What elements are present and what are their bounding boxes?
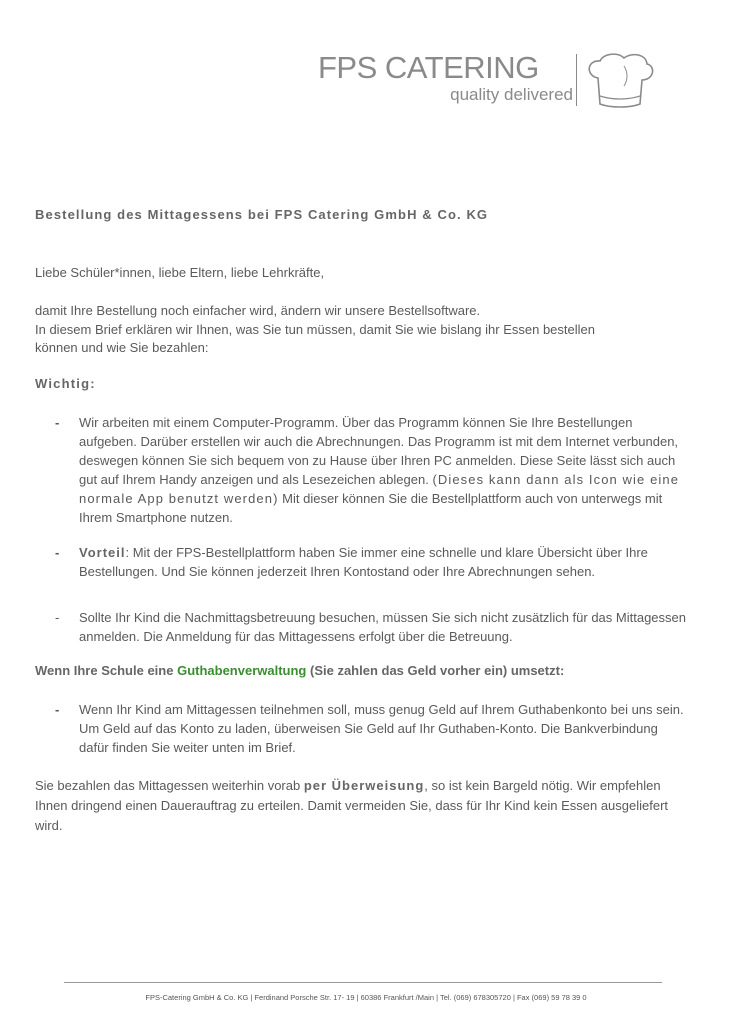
bullet-1-tail: Mit dieser können Sie die Bestellplattform auch von unterwegs mit Ihrem Smartphone nutzen. <box>79 491 663 525</box>
list-item-text <box>79 543 689 581</box>
bullet-1-text: Wir arbeiten mit einem Computer-Programm. Über das Programm können Sie Ihre Bestellungen aufgeben. Darüber erstellen wir auch die Abrechnungen. Das Programm ist mit dem Internet verbunden, deswegen können Sie sich bequem von zu Hause über Ihren PC anmelden. Diese Seite lässt sich auch gut auf Ihrem Handy anzeigen und als Lesezeichen ablegen. <box>79 415 679 487</box>
footer-contact: FPS-Catering GmbH & Co. KG | Ferdinand Porsche Str. 17- 19 | 60386 Frankfurt /Main | Tel. (069) 678305720 | Fax (069) 59 78 39 0 <box>145 993 587 1002</box>
bullet-dash: - <box>55 415 60 430</box>
bullet-2-text: : Mit der FPS-Bestellplattform haben Sie immer eine schnelle und klare Übersicht über Ihre Bestellungen. Und Sie können jederzeit Ihren Kontostand oder Ihre Abrechnungen sehen. <box>79 545 648 579</box>
credit-heading-part-1: Wenn Ihre Schule eine <box>35 663 178 678</box>
bullet-dash: - <box>55 702 60 717</box>
intro-line-2: In diesem Brief erklären wir Ihnen, was Sie tun müssen, damit Sie wie bislang ihr Essen bestellen <box>35 321 595 337</box>
chef-hat-icon <box>584 52 656 108</box>
company-logo <box>318 50 658 110</box>
document-heading: Bestellung des Mittagessens bei FPS Catering GmbH & Co. KG <box>35 207 489 222</box>
bullet-dash: - <box>55 545 60 560</box>
greeting: Liebe Schüler*innen, liebe Eltern, liebe Lehrkräfte, <box>35 265 325 280</box>
credit-heading-highlight: Guthabenverwaltung <box>177 663 307 678</box>
list-item-text: Sollte Ihr Kind die Nachmittagsbetreuung besuchen, müssen Sie sich nicht zusätzlich für das Mittagessen anmelden. Die Anmeldung für das Mittagessens erfolgt über die Betreuung. <box>79 610 686 644</box>
list-item-text: Wenn Ihr Kind am Mittagessen teilnehmen soll, muss genug Geld auf Ihrem Guthabenkonto bei uns sein. Um Geld auf das Konto zu laden, überweisen Sie Geld auf Ihr Guthaben-Konto. Die Bankverbindung dafür finden Sie weiter unten im Brief. <box>79 702 684 755</box>
credit-heading-part-2: (Sie zahlen das Geld vorher ein) umsetzt: <box>306 663 565 678</box>
logo-name: FPS CATERING <box>318 50 539 85</box>
closing-paragraph <box>35 776 685 836</box>
intro-line-3: können und wie Sie bezahlen: <box>35 340 209 355</box>
list-item-text <box>79 413 689 527</box>
footer-divider <box>64 982 662 983</box>
logo-tagline: quality delivered <box>450 85 573 104</box>
advantage-label: Vorteil <box>79 545 126 560</box>
closing-bold: per Überweisung <box>303 778 425 793</box>
closing-part-1: Sie bezahlen das Mittagessen weiterhin vorab <box>35 778 304 793</box>
intro-paragraph <box>35 302 685 358</box>
bullet-1-spaced-text: (Dieses kann dann als Icon wie eine normale App benutzt werden) <box>79 472 680 506</box>
important-label: Wichtig: <box>35 376 96 391</box>
closing-part-2: , so ist kein Bargeld nötig. Wir empfehlen Ihnen dringend einen Dauerauftrag zu erteilen. Damit vermeiden Sie, dass für Ihr Kind kein Essen ausgeliefert wird. <box>35 778 669 833</box>
credit-management-heading <box>35 663 564 678</box>
intro-line-1: damit Ihre Bestellung noch einfacher wird, ändern wir unsere Bestellsoftware. <box>35 303 481 318</box>
bullet-dash: - <box>55 610 60 625</box>
logo-divider <box>576 54 577 106</box>
